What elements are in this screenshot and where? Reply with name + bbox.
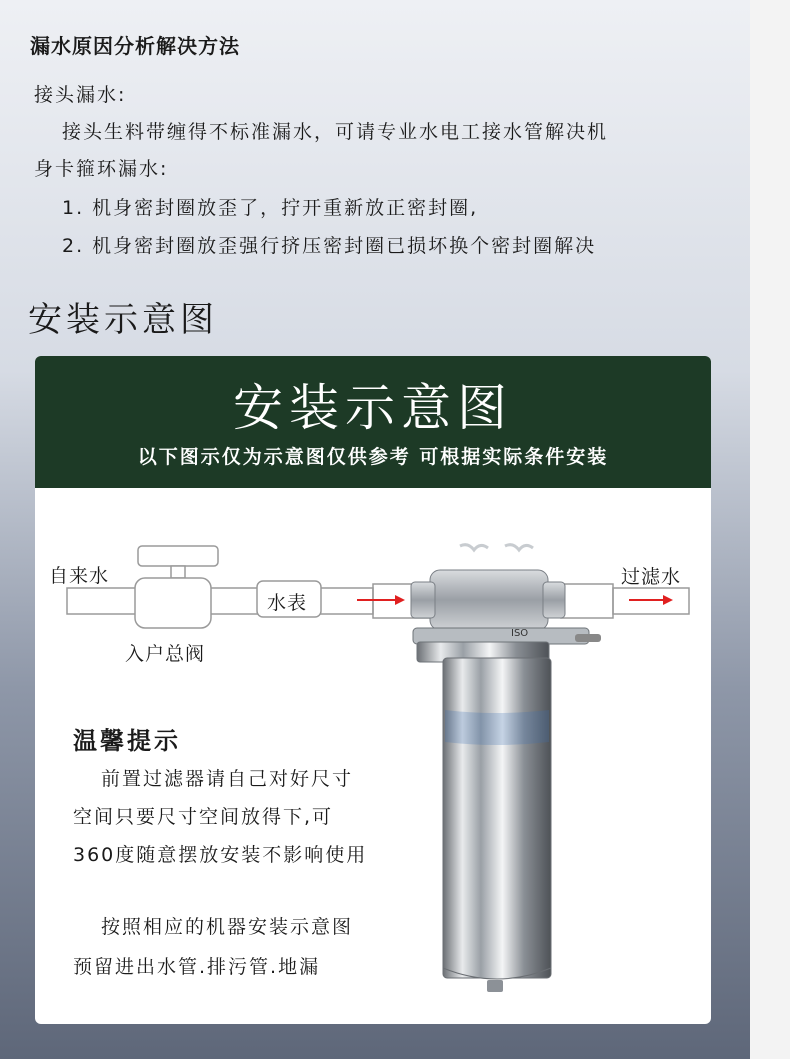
inlet-arrowhead bbox=[395, 595, 405, 605]
install-diagram-card bbox=[35, 356, 711, 1024]
outlet-label: 过滤水 bbox=[621, 566, 682, 588]
meter-label: 水表 bbox=[267, 592, 308, 614]
leak-section-title: 漏水原因分析解决方法 bbox=[30, 34, 240, 58]
right-margin-strip bbox=[750, 0, 790, 1059]
outlet-arrowhead bbox=[663, 595, 673, 605]
install-heading: 安装示意图 bbox=[28, 300, 218, 340]
joint-leak-text: 接头生料带缠得不标准漏水，可请专业水电工接水管解决机 bbox=[62, 121, 609, 143]
body-leak-heading: 身卡箍环漏水: bbox=[34, 158, 169, 180]
leak-item-1: 1. 机身密封圈放歪了，拧开重新放正密封圈, bbox=[62, 197, 479, 219]
tip-p2-line1: 按照相应的机器安装示意图 bbox=[101, 916, 354, 938]
valve-label: 入户总阀 bbox=[125, 643, 206, 665]
filter-housing-icon bbox=[411, 545, 601, 992]
banner-subtitle: 以下图示仅为示意图仅供参考 可根据实际条件安装 bbox=[137, 446, 609, 468]
housing-iso-mark: ISO bbox=[511, 628, 529, 639]
banner-title: 安装示意图 bbox=[233, 379, 513, 437]
joint-leak-heading: 接头漏水: bbox=[34, 84, 127, 106]
tips-title: 温馨提示 bbox=[73, 727, 181, 755]
valve-icon bbox=[135, 546, 218, 628]
tip-p2-line2: 预留进出水管.排污管.地漏 bbox=[73, 956, 321, 978]
filter-outlet-pipe bbox=[561, 584, 613, 618]
inlet-label: 自来水 bbox=[49, 565, 110, 587]
tip-p1-line3: 360度随意摆放安装不影响使用 bbox=[73, 844, 368, 866]
tip-p1-line2: 空间只要尺寸空间放得下,可 bbox=[73, 806, 334, 828]
tip-p1-line1: 前置过滤器请自己对好尺寸 bbox=[101, 768, 354, 790]
leak-item-2: 2. 机身密封圈放歪强行挤压密封圈已损坏换个密封圈解决 bbox=[62, 235, 597, 257]
